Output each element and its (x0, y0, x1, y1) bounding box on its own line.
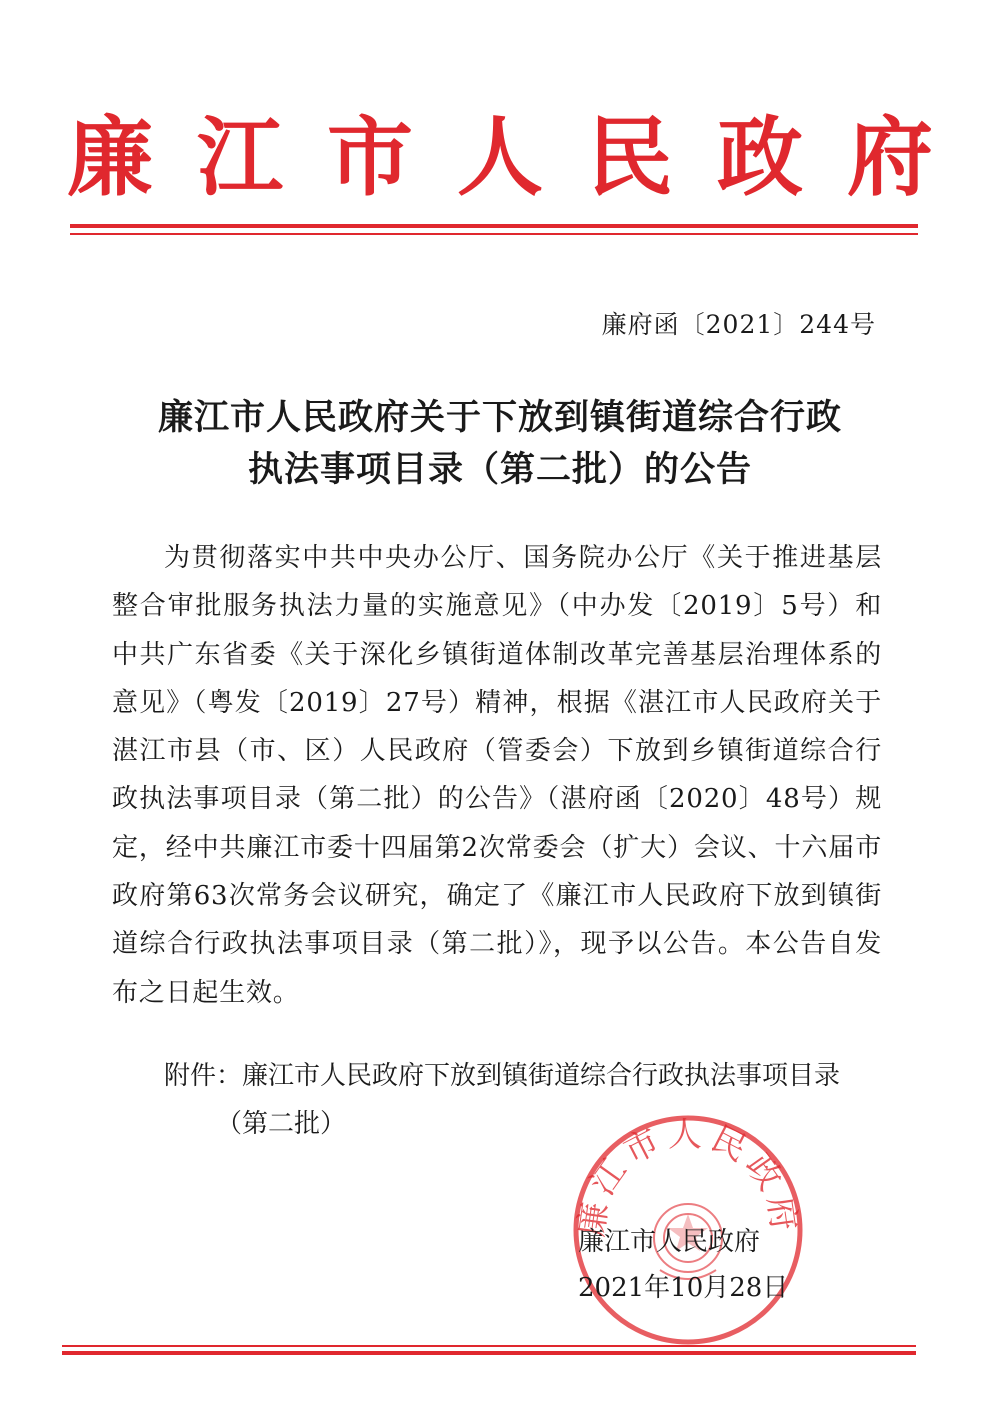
seal-text: 廉江市人民政府 (571, 1114, 805, 1240)
footer-divider-thick (62, 1351, 916, 1355)
body-paragraph: 为贯彻落实中共中央办公厅、国务院办公厅《关于推进基层整合审批服务执法力量的实施意见》（中办发〔2019〕5号）和中共广东省委《关于深化乡镇街道体制改革完善基层治理体系的意见》（粤发〔2019〕27号）精神，根据《湛江市人民政府关于湛江市县（市、区）人民政府（管委会）下放到乡镇街道综合行政执法事项目录（第二批）的公告》（湛府函〔2020〕48号）规定，经中共廉江市委十四届第2次常委会（扩大）会议、十六届市政府第63次常务会议研究，确定了《廉江市人民政府下放到镇街道综合行政执法事项目录（第二批）》，现予以公告。本公告自发布之日起生效。 (112, 543, 882, 1008)
attachment-title: 廉江市人民政府下放到镇街道综合行政执法事项目录 (242, 1061, 841, 1091)
attachment-line (164, 1052, 884, 1100)
signature-date: 2021年10月28日 (578, 1273, 789, 1303)
attachment-title-continued: （第二批） (216, 1109, 347, 1139)
document-title (60, 392, 940, 496)
title-line-2: 执法事项目录（第二批）的公告 (247, 449, 752, 490)
title-line-1: 廉江市人民政府关于下放到镇街道综合行政 (157, 397, 842, 438)
masthead-divider-thin (70, 233, 918, 235)
signature-organization: 廉江市人民政府 (578, 1227, 761, 1257)
masthead-divider-thick (70, 224, 918, 228)
document-number: 廉府函〔2021〕244号 (601, 310, 876, 339)
attachment-label: 附件： (164, 1061, 243, 1091)
footer-divider-thin (62, 1345, 916, 1347)
masthead-title: 廉江市人民政府 (67, 107, 977, 208)
